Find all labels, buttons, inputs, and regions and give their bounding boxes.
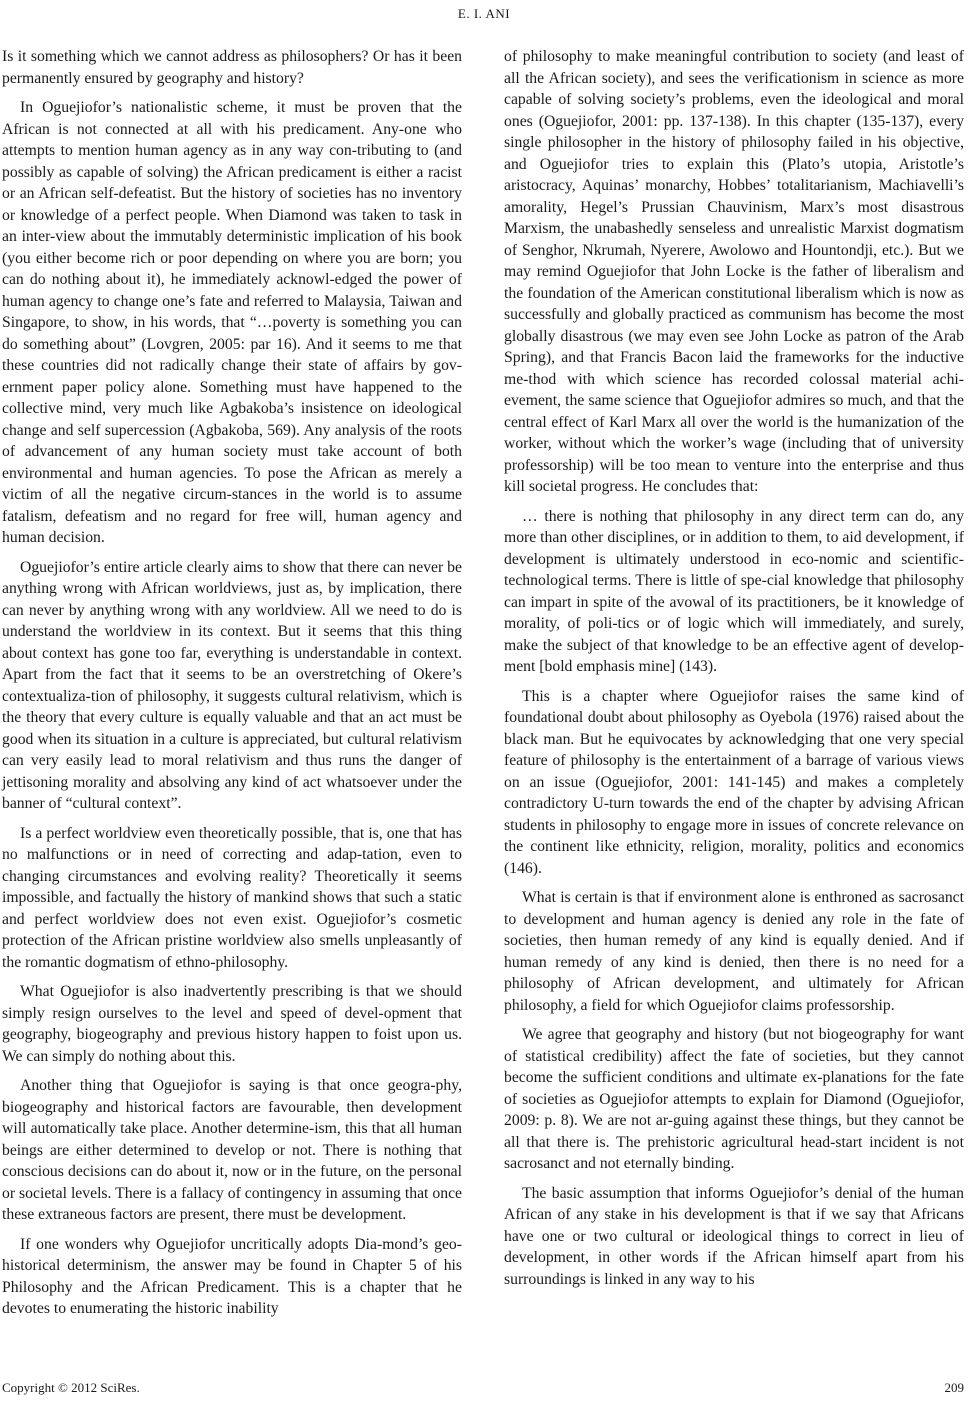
paragraph: What is certain is that if environment alone is enthroned as sacrosanct to development and human agency is denied any role in the fate of societies, then human remedy of any kind is equally denied. And if human remedy of any kind is denied, then there is no need for a philosophy of African development, and ultimately for African philosophy, a field for which Oguejiofor claims professorship. (504, 889, 964, 1014)
paragraph: This is a chapter where Oguejiofor raises the same kind of foundational doubt about philosophy as Oyebola (1976) raised about the black man. But he equivocates by acknowledging that one very special feature of philosophy is the entertainment of a barrage of various views on an issue (Oguejiofor, 2001: 141-145) and makes a completely contradictory U-turn towards the end of the chapter by advising African students in philosophy to engage more in issues of concrete relevance on the continent like ethnicity, religion, morality, politics and economics (146). (504, 687, 964, 877)
paragraph: We agree that geography and history (but not biogeography for want of statistical credibility) affect the fate of societies, but they cannot become the sufficient conditions and ultimate ex-planations for the fate of societies as Oguejiofor attempts to explain for Diamond (Oguejiofor, 2009: p. 8). We are not ar-guing against these things, but they cannot be all that there is. The prehistoric agricultural head-start incident is not sacrosanct and not eternally binding. (504, 1026, 964, 1172)
paragraph: of philosophy to make meaningful contribution to society (and least of all the African society), and sees the verificationism in science as more capable of solving society’s problems, even the ideological and moral ones (Oguejiofor, 2001: pp. 137-138). In this chapter (135-137), every single philosopher in the history of philosophy failed in his objective, and Oguejiofor tries to explain this (Plato’s utopia, Aristotle’s aristocracy, Aquinas’ monarchy, Hobbes’ totalitarianism, Machiavelli’s amorality, Hegel’s Prussian Chauvinism, Marx’s most disastrous Marxism, the unabashedly senseless and unrealistic Marxist dogmatism of Senghor, Nkrumah, Nyerere, Awolowo and Hountondji, etc.). But we may remind Oguejiofor that John Locke is the father of liberalism and the foundation of the American constitutional liberalism which is now as successfully and globally practiced as communism has become the most globally disastrous (we may even see John Locke as patron of the Arab Spring), and that Francis Bacon laid the frameworks for the inductive me-thod with which science has recorded colossal material achi-evement, the same science that Oguejiofor admires so much, and that the central effect of Karl Marx all over the world is the humanization of the worker, without which the worker’s wage (including that of university professorship) will be too mean to venture into the enterprise and thus kill societal progress. He concludes that: (504, 48, 964, 495)
paragraph: Is a perfect worldview even theoretically possible, that is, one that has no malfunctions or in need of correcting and adap-tation, even to changing circumstances and evolving reality? Theoretically it seems impossible, and factually the history of mankind shows that such a static and perfect worldview does not even exist. Oguejiofor’s cosmetic protection of the African pristine worldview also smells unpleasantly of the romantic dogmatism of ethno-philosophy. (2, 824, 462, 971)
running-head: E. I. ANI (457, 6, 511, 21)
paragraph: The basic assumption that informs Oguejiofor’s denial of the human African of any stake in his development is that if we say that Africans have one or two cultural or ideological things to correct in lieu of development, in other words if the African himself apart from his surroundings is linked in any way to his (504, 1184, 964, 1288)
block-quote: … there is nothing that philosophy in any direct term can do, any more than other disciplines, or in addition to them, to aid development, if development is ultimately understood in eco-nomic and scientific-technological terms. There is little of spe-cial knowledge that philosophy can impart in spite of the avowal of its practitioners, be it knowledge of morality, of poli-tics or of logic which will immediately, and surely, make the subject of that knowledge to be an effective agent of develop-ment [bold emphasis mine] (143). (504, 507, 964, 675)
copyright-notice: Copyright © 2012 SciRes. (2, 1380, 140, 1395)
paragraph: What Oguejiofor is also inadvertently prescribing is that we should simply resign ourselves to the level and speed of devel-opment that geography, biogeography and previous history happen to foist upon us. We can simply do nothing about this. (2, 983, 462, 1065)
right-column (504, 46, 964, 1298)
paragraph: Another thing that Oguejiofor is saying is that once geogra-phy, biogeography and historical factors are favourable, then development will automatically take place. Another determine-ism, this that all human beings are either determined to develop or not. There is nothing that conscious decisions can do about it, now or in the future, on the personal or societal levels. There is a fallacy of contingency in assuming that once these extraneous factors are present, there must be development. (2, 1077, 462, 1223)
paragraph: In Oguejiofor’s nationalistic scheme, it must be proven that the African is not connected at all with his predicament. Any-one who attempts to mention human agency as in any way con-tributing to (and possibly as capable of solving) the African predicament is either a racist or an African self-defeatist. But the history of societies has no inventory or knowledge of a perfect people. When Diamond was taken to task in an inter-view about the immutably deterministic implication of his book (you either become rich or poor depending on where you are born; you can do nothing about it), he immediately acknowl-edged the power of human agency to change one’s fate and referred to Malaysia, Taiwan and Singapore, to show, in his words, that “…poverty is something you can do something about” (Lovgren, 2005: par 16). And it seems to me that these countries did not radically change their state of affairs by gov-ernment paper policy alone. Something must have happened to the collective mind, very much like Agbakoba’s insistence on ideological change and self supercession (Agbakoba, 569). Any analysis of the roots of advancement of any human society must take account of both environmental and human agencies. To pose the African as merely a victim of all the negative circum-stances in the world is to assume fatalism, defeatism and no regard for free will, human agency and human decision. (2, 99, 462, 546)
page-number: 209 (944, 1380, 964, 1395)
paragraph: Is it something which we cannot address as philosophers? Or has it been permanently ensured by geography and history? (2, 48, 462, 87)
left-column (2, 46, 462, 1328)
paragraph: Oguejiofor’s entire article clearly aims to show that there can never be anything wrong with African worldviews, just as, by implication, there can never by anything wrong with any worldview. All we need to do is understand the worldview in its context. But it seems that this thing about context has gone too far, everything is understandable in context. Apart from the fact that it seems to be an overstretching of Okere’s contextualiza-tion of philosophy, it suggests cultural relativism, which is the theory that every culture is equally valuable and that an act must be good when its situation in a culture is appreciated, but cultural relativism can very easily lead to moral relativism and thus runs the danger of jettisoning morality and absolving any kind of act whatsoever under the banner of “cultural context”. (2, 558, 462, 812)
paragraph: If one wonders why Oguejiofor uncritically adopts Dia-mond’s geo-historical determinism, the answer may be found in Chapter 5 of his Philosophy and the African Predicament. This is a chapter that he devotes to enumerating the historic inability (2, 1235, 462, 1317)
